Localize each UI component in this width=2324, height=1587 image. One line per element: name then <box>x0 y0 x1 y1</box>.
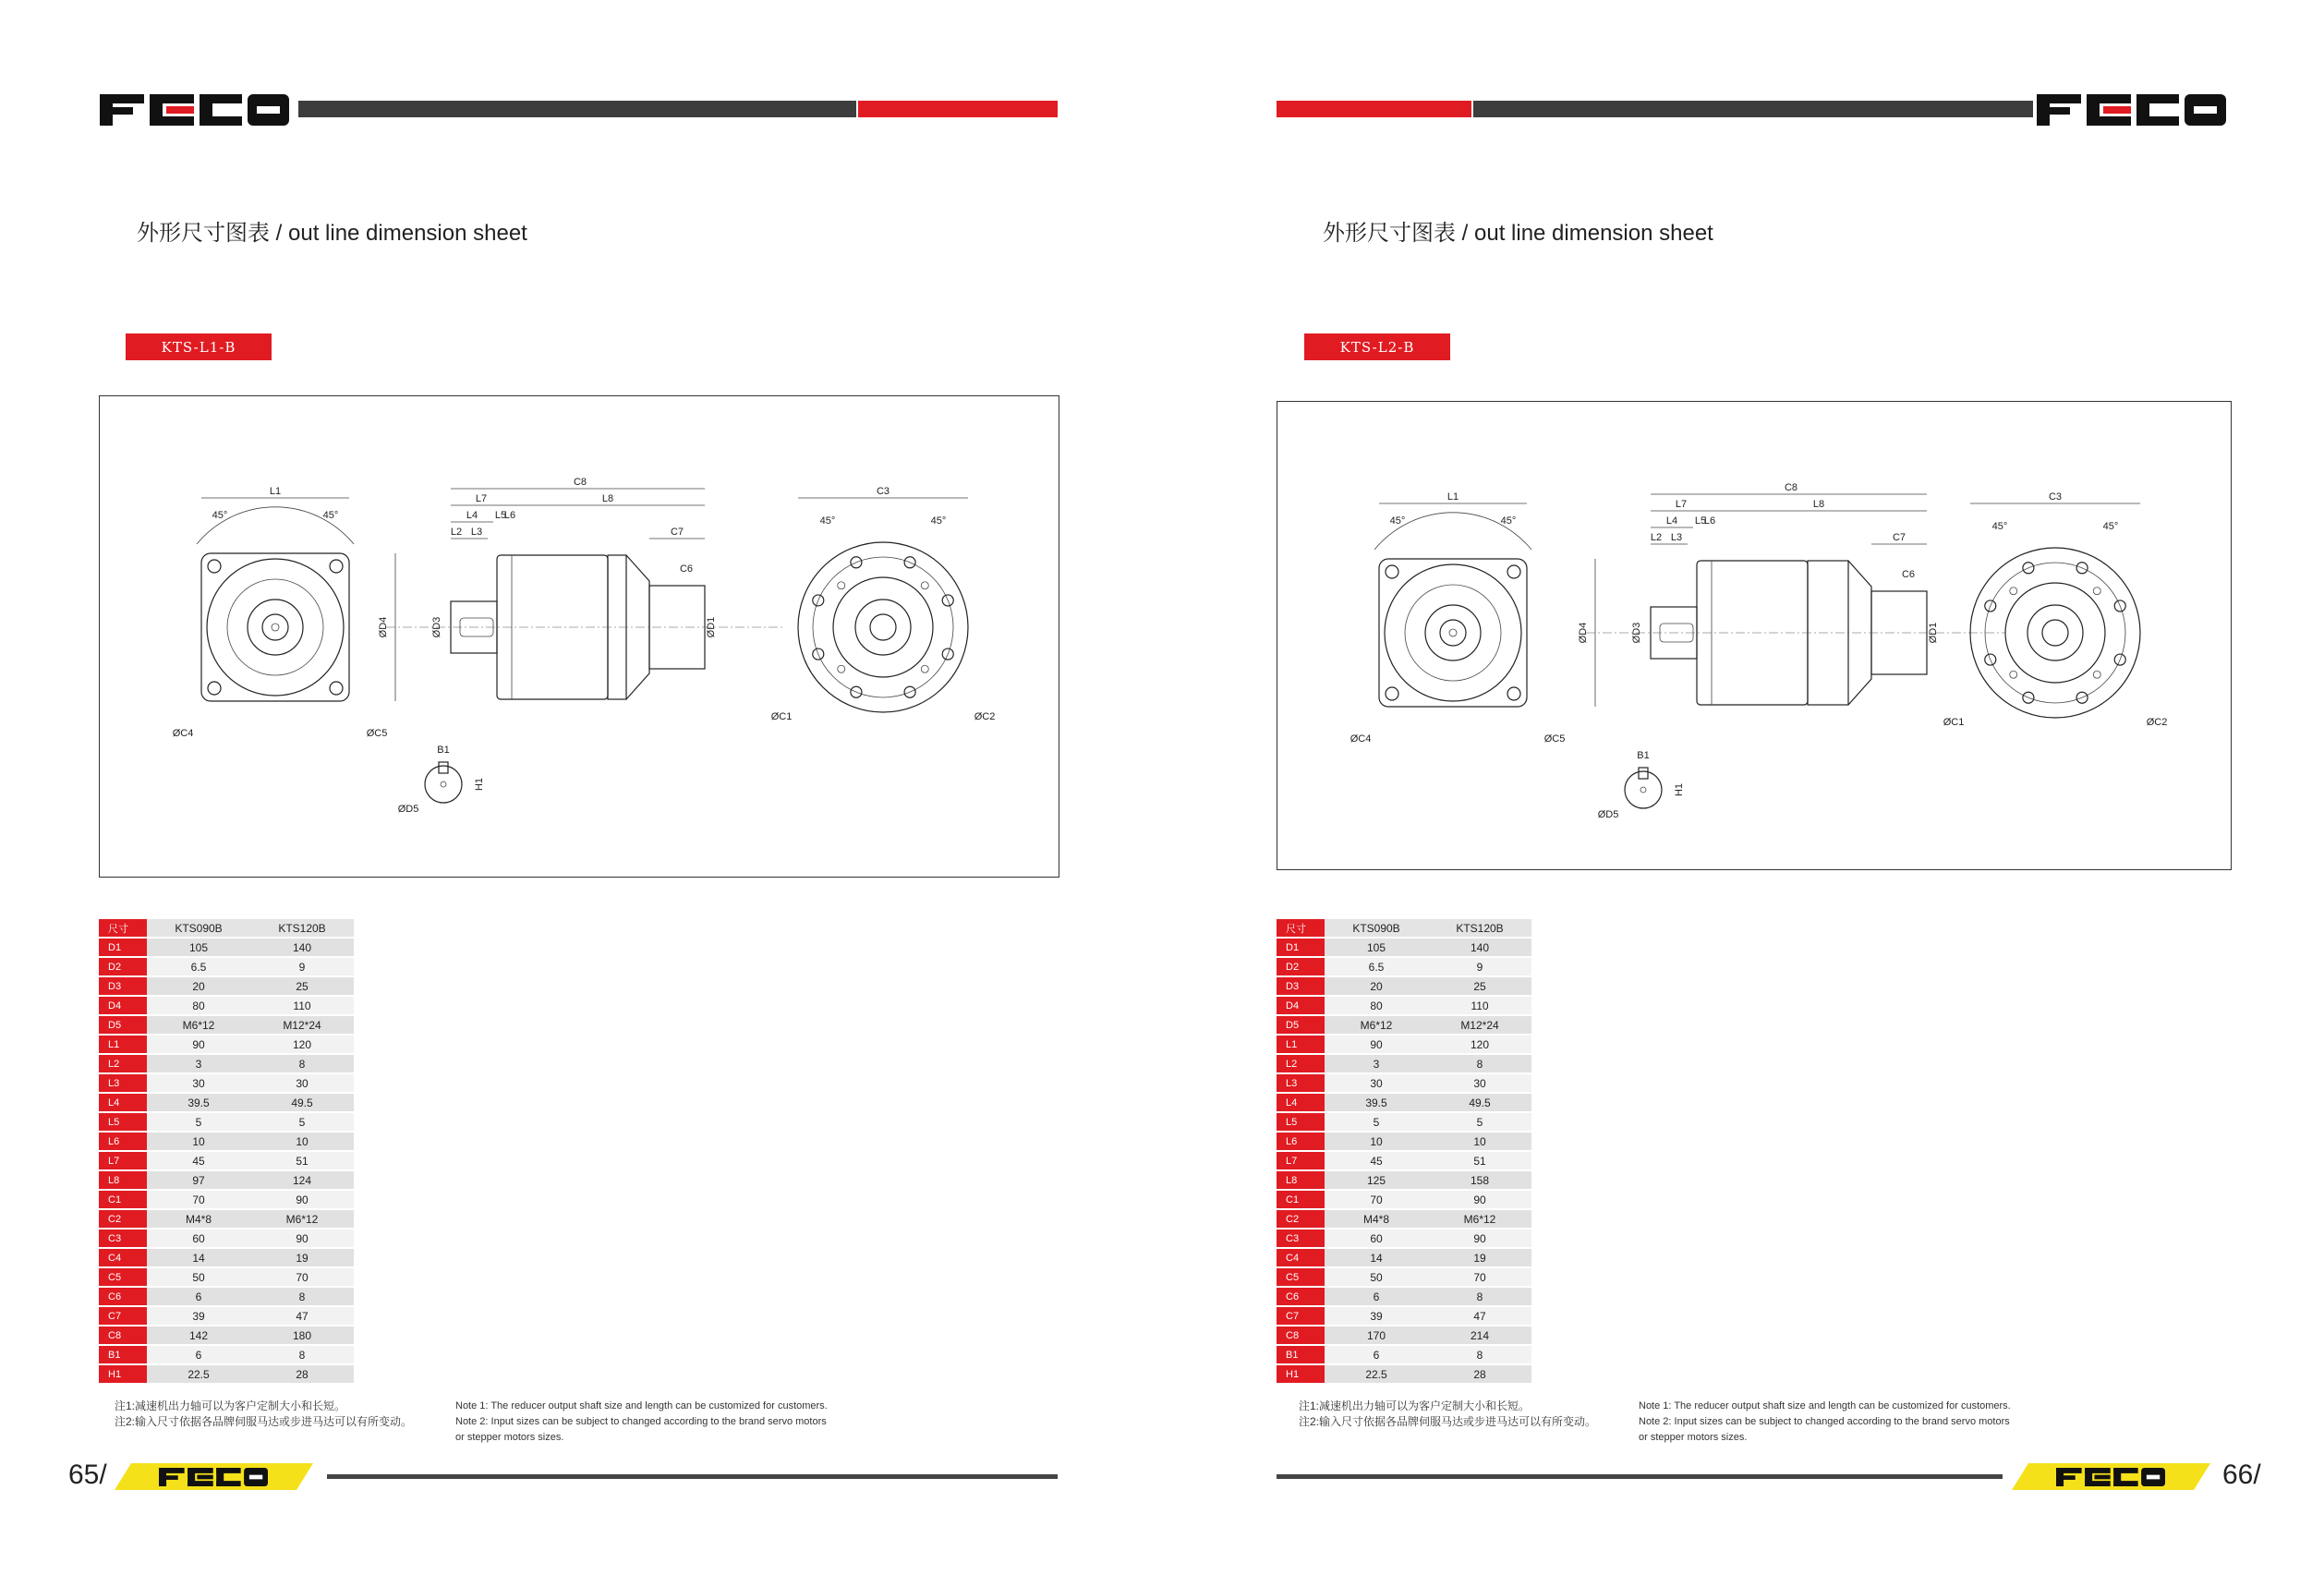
value-kts090b: 39 <box>1325 1306 1428 1326</box>
value-kts120b: 70 <box>250 1267 354 1287</box>
feco-logo-mark <box>2037 94 2226 126</box>
note-en-3: or stepper motors sizes. <box>1639 1432 1748 1443</box>
value-kts120b: 28 <box>1428 1364 1531 1384</box>
svg-text:L6: L6 <box>1703 515 1716 527</box>
dimension-code: L4 <box>1277 1093 1325 1112</box>
notes-english <box>1639 1399 2011 1446</box>
value-kts090b: 60 <box>1325 1229 1428 1248</box>
dimension-code: D2 <box>99 957 147 976</box>
svg-text:L2: L2 <box>1650 532 1663 543</box>
value-kts120b: 30 <box>1428 1073 1531 1093</box>
dimension-code: C8 <box>1277 1326 1325 1345</box>
table-row <box>99 996 354 1015</box>
notes-chinese <box>115 1399 412 1430</box>
table-row <box>99 1151 354 1170</box>
dimension-code: C7 <box>1277 1306 1325 1326</box>
value-kts090b: 6.5 <box>147 957 250 976</box>
dimension-code: C1 <box>1277 1190 1325 1209</box>
svg-text:H1: H1 <box>474 777 485 792</box>
svg-text:45°: 45° <box>212 510 228 521</box>
value-kts120b: 28 <box>250 1364 354 1384</box>
value-kts090b: 45 <box>1325 1151 1428 1170</box>
value-kts120b: 25 <box>250 976 354 996</box>
value-kts090b: 45 <box>147 1151 250 1170</box>
dimension-code: L2 <box>1277 1054 1325 1073</box>
svg-text:L6: L6 <box>503 510 516 521</box>
note-cn-2: 注2:输入尺寸依据各品牌伺服马达或步进马达可以有所变动。 <box>1299 1415 1597 1428</box>
dimension-code: D2 <box>1277 957 1325 976</box>
note-cn-1: 注1:减速机出力轴可以为客户定制大小和长短。 <box>1299 1399 1531 1412</box>
table-row <box>99 1364 354 1384</box>
svg-text:L5: L5 <box>494 510 507 521</box>
svg-text:L4: L4 <box>1665 515 1678 527</box>
dimension-code: L7 <box>1277 1151 1325 1170</box>
svg-text:45°: 45° <box>1389 515 1406 527</box>
note-en-2: Note 2: Input sizes can be subject to changed according to the brand servo motors <box>455 1416 827 1427</box>
value-kts090b: 125 <box>1325 1170 1428 1190</box>
dimension-code: L3 <box>99 1073 147 1093</box>
svg-text:ØC1: ØC1 <box>770 711 793 722</box>
value-kts090b: 60 <box>147 1229 250 1248</box>
value-kts090b: M4*8 <box>1325 1209 1428 1229</box>
table-row <box>1277 996 1531 1015</box>
value-kts090b: 80 <box>1325 996 1428 1015</box>
value-kts090b: 5 <box>147 1112 250 1132</box>
dimension-code: C1 <box>99 1190 147 1209</box>
value-kts090b: 39 <box>147 1306 250 1326</box>
header-cell: 尺寸 <box>1277 919 1325 938</box>
value-kts120b: 110 <box>250 996 354 1015</box>
value-kts090b: 90 <box>147 1035 250 1054</box>
value-kts090b: 50 <box>147 1267 250 1287</box>
value-kts120b: 90 <box>250 1229 354 1248</box>
dimension-code: L5 <box>99 1112 147 1132</box>
value-kts090b: 90 <box>1325 1035 1428 1054</box>
note-cn-1: 注1:减速机出力轴可以为客户定制大小和长短。 <box>115 1399 346 1412</box>
table-row <box>1277 1209 1531 1229</box>
value-kts090b: 70 <box>147 1190 250 1209</box>
value-kts120b: 120 <box>1428 1035 1531 1054</box>
svg-text:L4: L4 <box>466 510 478 521</box>
dimension-code: L1 <box>99 1035 147 1054</box>
value-kts120b: 51 <box>1428 1151 1531 1170</box>
svg-text:ØC5: ØC5 <box>1543 733 1566 745</box>
drawing-svg <box>1277 402 2231 869</box>
table-row <box>1277 1170 1531 1190</box>
table-row <box>1277 1267 1531 1287</box>
svg-text:C8: C8 <box>573 477 587 488</box>
svg-text:45°: 45° <box>1991 521 2008 532</box>
value-kts120b: 124 <box>250 1170 354 1190</box>
dimension-code: B1 <box>1277 1345 1325 1364</box>
dimension-code: D1 <box>99 938 147 957</box>
table-row <box>1277 957 1531 976</box>
dimension-code: L6 <box>99 1132 147 1151</box>
table-row <box>1277 1364 1531 1384</box>
dimension-code: L8 <box>99 1170 147 1190</box>
svg-text:C8: C8 <box>1784 482 1798 493</box>
value-kts120b: 180 <box>250 1326 354 1345</box>
note-en-2: Note 2: Input sizes can be subject to changed according to the brand servo motors <box>1639 1416 2010 1427</box>
value-kts090b: 6 <box>147 1345 250 1364</box>
value-kts120b: 5 <box>1428 1112 1531 1132</box>
dimension-code: D1 <box>1277 938 1325 957</box>
table-row <box>99 938 354 957</box>
dimension-code: H1 <box>1277 1364 1325 1384</box>
dimension-table <box>99 919 354 1385</box>
value-kts090b: M6*12 <box>1325 1015 1428 1035</box>
table-row <box>99 1229 354 1248</box>
svg-text:45°: 45° <box>819 515 836 527</box>
value-kts120b: 49.5 <box>1428 1093 1531 1112</box>
dimension-code: C6 <box>1277 1287 1325 1306</box>
value-kts090b: 80 <box>147 996 250 1015</box>
value-kts120b: 8 <box>1428 1054 1531 1073</box>
dimension-code: D4 <box>99 996 147 1015</box>
table-row <box>1277 976 1531 996</box>
drawing-svg <box>100 396 1059 877</box>
dimension-code: C8 <box>99 1326 147 1345</box>
svg-text:C7: C7 <box>1892 532 1906 543</box>
table-row <box>99 1345 354 1364</box>
svg-text:ØD3: ØD3 <box>1631 622 1642 644</box>
svg-text:ØC4: ØC4 <box>172 728 194 739</box>
value-kts120b: 214 <box>1428 1326 1531 1345</box>
page-number: 65/ <box>68 1460 107 1490</box>
value-kts090b: 20 <box>147 976 250 996</box>
feco-logo-mark <box>159 1468 268 1486</box>
table-row <box>1277 1326 1531 1345</box>
table-row <box>1277 1054 1531 1073</box>
header-bar-dark <box>298 101 856 117</box>
header-bar-red <box>1277 101 1471 117</box>
note-en-1: Note 1: The reducer output shaft size and length can be customized for customers. <box>455 1400 828 1411</box>
header-cell: KTS090B <box>1325 919 1428 938</box>
svg-text:L1: L1 <box>269 486 282 497</box>
svg-text:B1: B1 <box>1637 750 1650 761</box>
table-header-row <box>1277 919 1531 938</box>
svg-text:L1: L1 <box>1446 491 1459 503</box>
value-kts120b: 10 <box>1428 1132 1531 1151</box>
svg-text:L8: L8 <box>601 493 614 504</box>
dimension-code: C7 <box>99 1306 147 1326</box>
table-row <box>99 1248 354 1267</box>
table-row <box>99 1132 354 1151</box>
dimension-table <box>1277 919 1531 1385</box>
table-row <box>1277 1248 1531 1267</box>
note-en-3: or stepper motors sizes. <box>455 1432 564 1443</box>
value-kts090b: 70 <box>1325 1190 1428 1209</box>
value-kts090b: 142 <box>147 1326 250 1345</box>
value-kts090b: 20 <box>1325 976 1428 996</box>
value-kts090b: 6 <box>1325 1345 1428 1364</box>
header-cell: KTS120B <box>250 919 354 938</box>
table-row <box>1277 1035 1531 1054</box>
value-kts090b: 22.5 <box>147 1364 250 1384</box>
footer-logo-band <box>115 1463 313 1490</box>
table-row <box>1277 1306 1531 1326</box>
dimension-code: C2 <box>1277 1209 1325 1229</box>
dimension-drawing <box>1277 401 2232 870</box>
value-kts090b: 6 <box>1325 1287 1428 1306</box>
footer-rule <box>1277 1474 2003 1479</box>
dimension-code: L7 <box>99 1151 147 1170</box>
value-kts120b: M6*12 <box>1428 1209 1531 1229</box>
svg-text:ØC2: ØC2 <box>2146 717 2168 728</box>
value-kts120b: 158 <box>1428 1170 1531 1190</box>
svg-text:C6: C6 <box>679 563 694 575</box>
svg-text:L3: L3 <box>1670 532 1683 543</box>
table-row <box>99 957 354 976</box>
svg-text:ØD5: ØD5 <box>1597 809 1619 820</box>
header-bar-red <box>858 101 1058 117</box>
dimension-code: L4 <box>99 1093 147 1112</box>
table-header-row <box>99 919 354 938</box>
dimension-code: L8 <box>1277 1170 1325 1190</box>
svg-text:L5: L5 <box>1694 515 1707 527</box>
footer-logo-band <box>2012 1463 2210 1490</box>
value-kts090b: 10 <box>1325 1132 1428 1151</box>
value-kts120b: 110 <box>1428 996 1531 1015</box>
value-kts120b: M6*12 <box>250 1209 354 1229</box>
value-kts120b: 47 <box>250 1306 354 1326</box>
table-row <box>99 1093 354 1112</box>
value-kts120b: 8 <box>1428 1287 1531 1306</box>
table-row <box>1277 1093 1531 1112</box>
value-kts120b: 140 <box>1428 938 1531 957</box>
value-kts120b: M12*24 <box>1428 1015 1531 1035</box>
dimension-code: D5 <box>1277 1015 1325 1035</box>
svg-text:L3: L3 <box>470 527 483 538</box>
value-kts120b: 8 <box>250 1345 354 1364</box>
table-row <box>99 1015 354 1035</box>
svg-text:C3: C3 <box>876 486 890 497</box>
header-cell: KTS120B <box>1428 919 1531 938</box>
notes-chinese <box>1299 1399 1596 1430</box>
value-kts090b: 170 <box>1325 1326 1428 1345</box>
dimension-code: D3 <box>1277 976 1325 996</box>
svg-text:ØC5: ØC5 <box>366 728 388 739</box>
svg-text:ØD3: ØD3 <box>431 616 442 638</box>
table-row <box>1277 1112 1531 1132</box>
dimension-code: L1 <box>1277 1035 1325 1054</box>
svg-text:C7: C7 <box>670 527 684 538</box>
value-kts090b: 39.5 <box>1325 1093 1428 1112</box>
table-row <box>99 1190 354 1209</box>
model-tag: KTS-L2-B <box>1304 333 1450 360</box>
value-kts120b: 70 <box>1428 1267 1531 1287</box>
value-kts120b: 9 <box>250 957 354 976</box>
svg-text:L2: L2 <box>450 527 463 538</box>
value-kts120b: 25 <box>1428 976 1531 996</box>
table-row <box>1277 1229 1531 1248</box>
table-row <box>99 1306 354 1326</box>
value-kts090b: 30 <box>1325 1073 1428 1093</box>
value-kts120b: 8 <box>1428 1345 1531 1364</box>
feco-logo-mark <box>100 94 289 126</box>
svg-text:L7: L7 <box>475 493 488 504</box>
dimension-code: C2 <box>99 1209 147 1229</box>
feco-logo <box>100 94 289 126</box>
value-kts120b: 9 <box>1428 957 1531 976</box>
value-kts090b: 105 <box>1325 938 1428 957</box>
svg-text:45°: 45° <box>1500 515 1517 527</box>
value-kts090b: 97 <box>147 1170 250 1190</box>
dimension-code: B1 <box>99 1345 147 1364</box>
dimension-code: C5 <box>1277 1267 1325 1287</box>
value-kts090b: 22.5 <box>1325 1364 1428 1384</box>
table-row <box>99 1054 354 1073</box>
value-kts120b: 90 <box>250 1190 354 1209</box>
feco-logo <box>2037 94 2226 126</box>
svg-text:ØC4: ØC4 <box>1350 733 1372 745</box>
dimension-code: L2 <box>99 1054 147 1073</box>
table-row <box>1277 1015 1531 1035</box>
value-kts120b: 19 <box>250 1248 354 1267</box>
svg-text:ØC2: ØC2 <box>974 711 996 722</box>
table-row <box>1277 1151 1531 1170</box>
svg-text:45°: 45° <box>2102 521 2119 532</box>
header-cell: 尺寸 <box>99 919 147 938</box>
dimension-code: C6 <box>99 1287 147 1306</box>
svg-text:B1: B1 <box>437 745 450 756</box>
table-row <box>1277 1345 1531 1364</box>
dimension-code: C4 <box>1277 1248 1325 1267</box>
model-tag: KTS-L1-B <box>126 333 272 360</box>
value-kts090b: 14 <box>147 1248 250 1267</box>
header-cell: KTS090B <box>147 919 250 938</box>
value-kts090b: 39.5 <box>147 1093 250 1112</box>
value-kts090b: 14 <box>1325 1248 1428 1267</box>
dimension-drawing <box>99 395 1059 878</box>
value-kts120b: 19 <box>1428 1248 1531 1267</box>
value-kts120b: 10 <box>250 1132 354 1151</box>
table-row <box>99 1287 354 1306</box>
value-kts120b: 8 <box>250 1054 354 1073</box>
dimension-code: C4 <box>99 1248 147 1267</box>
value-kts120b: 51 <box>250 1151 354 1170</box>
value-kts120b: 49.5 <box>250 1093 354 1112</box>
feco-logo-mark <box>2056 1468 2165 1486</box>
value-kts090b: 5 <box>1325 1112 1428 1132</box>
notes-english <box>455 1399 828 1446</box>
svg-text:C6: C6 <box>1901 569 1916 580</box>
dimension-code: C5 <box>99 1267 147 1287</box>
svg-text:ØD4: ØD4 <box>1578 622 1589 644</box>
value-kts120b: 90 <box>1428 1190 1531 1209</box>
svg-text:H1: H1 <box>1674 782 1685 797</box>
table-row <box>99 1326 354 1345</box>
footer-rule <box>327 1474 1058 1479</box>
svg-text:ØD1: ØD1 <box>1928 622 1939 644</box>
table-row <box>99 1035 354 1054</box>
svg-text:45°: 45° <box>322 510 339 521</box>
table-row <box>99 1073 354 1093</box>
table-row <box>1277 1073 1531 1093</box>
svg-text:ØD4: ØD4 <box>378 616 389 638</box>
value-kts120b: 47 <box>1428 1306 1531 1326</box>
value-kts090b: 3 <box>1325 1054 1428 1073</box>
dimension-code: H1 <box>99 1364 147 1384</box>
value-kts120b: 30 <box>250 1073 354 1093</box>
svg-text:L8: L8 <box>1812 499 1825 510</box>
value-kts090b: 3 <box>147 1054 250 1073</box>
header-bar-dark <box>1473 101 2033 117</box>
section-heading: 外形尺寸图表 / out line dimension sheet <box>1323 221 1713 246</box>
value-kts090b: M4*8 <box>147 1209 250 1229</box>
value-kts090b: M6*12 <box>147 1015 250 1035</box>
dimension-code: L6 <box>1277 1132 1325 1151</box>
dimension-code: L5 <box>1277 1112 1325 1132</box>
table-row <box>99 976 354 996</box>
value-kts090b: 6 <box>147 1287 250 1306</box>
svg-text:ØD5: ØD5 <box>397 804 419 815</box>
dimension-code: D3 <box>99 976 147 996</box>
value-kts090b: 105 <box>147 938 250 957</box>
note-cn-2: 注2:输入尺寸依据各品牌伺服马达或步进马达可以有所变动。 <box>115 1415 413 1428</box>
value-kts090b: 30 <box>147 1073 250 1093</box>
dimension-code: C3 <box>99 1229 147 1248</box>
table-row <box>1277 1190 1531 1209</box>
svg-text:C3: C3 <box>2048 491 2063 503</box>
section-heading: 外形尺寸图表 / out line dimension sheet <box>137 221 527 246</box>
page-66 <box>1162 0 2324 1587</box>
table-row <box>1277 938 1531 957</box>
svg-text:45°: 45° <box>930 515 947 527</box>
svg-text:L7: L7 <box>1675 499 1688 510</box>
value-kts120b: 5 <box>250 1112 354 1132</box>
value-kts090b: 10 <box>147 1132 250 1151</box>
table-row <box>1277 1132 1531 1151</box>
page-number: 66/ <box>2222 1460 2261 1490</box>
table-row <box>99 1267 354 1287</box>
svg-text:ØC1: ØC1 <box>1943 717 1965 728</box>
value-kts120b: 140 <box>250 938 354 957</box>
dimension-code: L3 <box>1277 1073 1325 1093</box>
value-kts090b: 50 <box>1325 1267 1428 1287</box>
table-row <box>99 1112 354 1132</box>
value-kts120b: 120 <box>250 1035 354 1054</box>
table-row <box>99 1209 354 1229</box>
dimension-code: D4 <box>1277 996 1325 1015</box>
value-kts120b: 8 <box>250 1287 354 1306</box>
table-row <box>99 1170 354 1190</box>
value-kts120b: M12*24 <box>250 1015 354 1035</box>
svg-text:ØD1: ØD1 <box>706 616 717 638</box>
dimension-code: D5 <box>99 1015 147 1035</box>
value-kts090b: 6.5 <box>1325 957 1428 976</box>
dimension-code: C3 <box>1277 1229 1325 1248</box>
note-en-1: Note 1: The reducer output shaft size and length can be customized for customers. <box>1639 1400 2011 1411</box>
value-kts120b: 90 <box>1428 1229 1531 1248</box>
table-row <box>1277 1287 1531 1306</box>
